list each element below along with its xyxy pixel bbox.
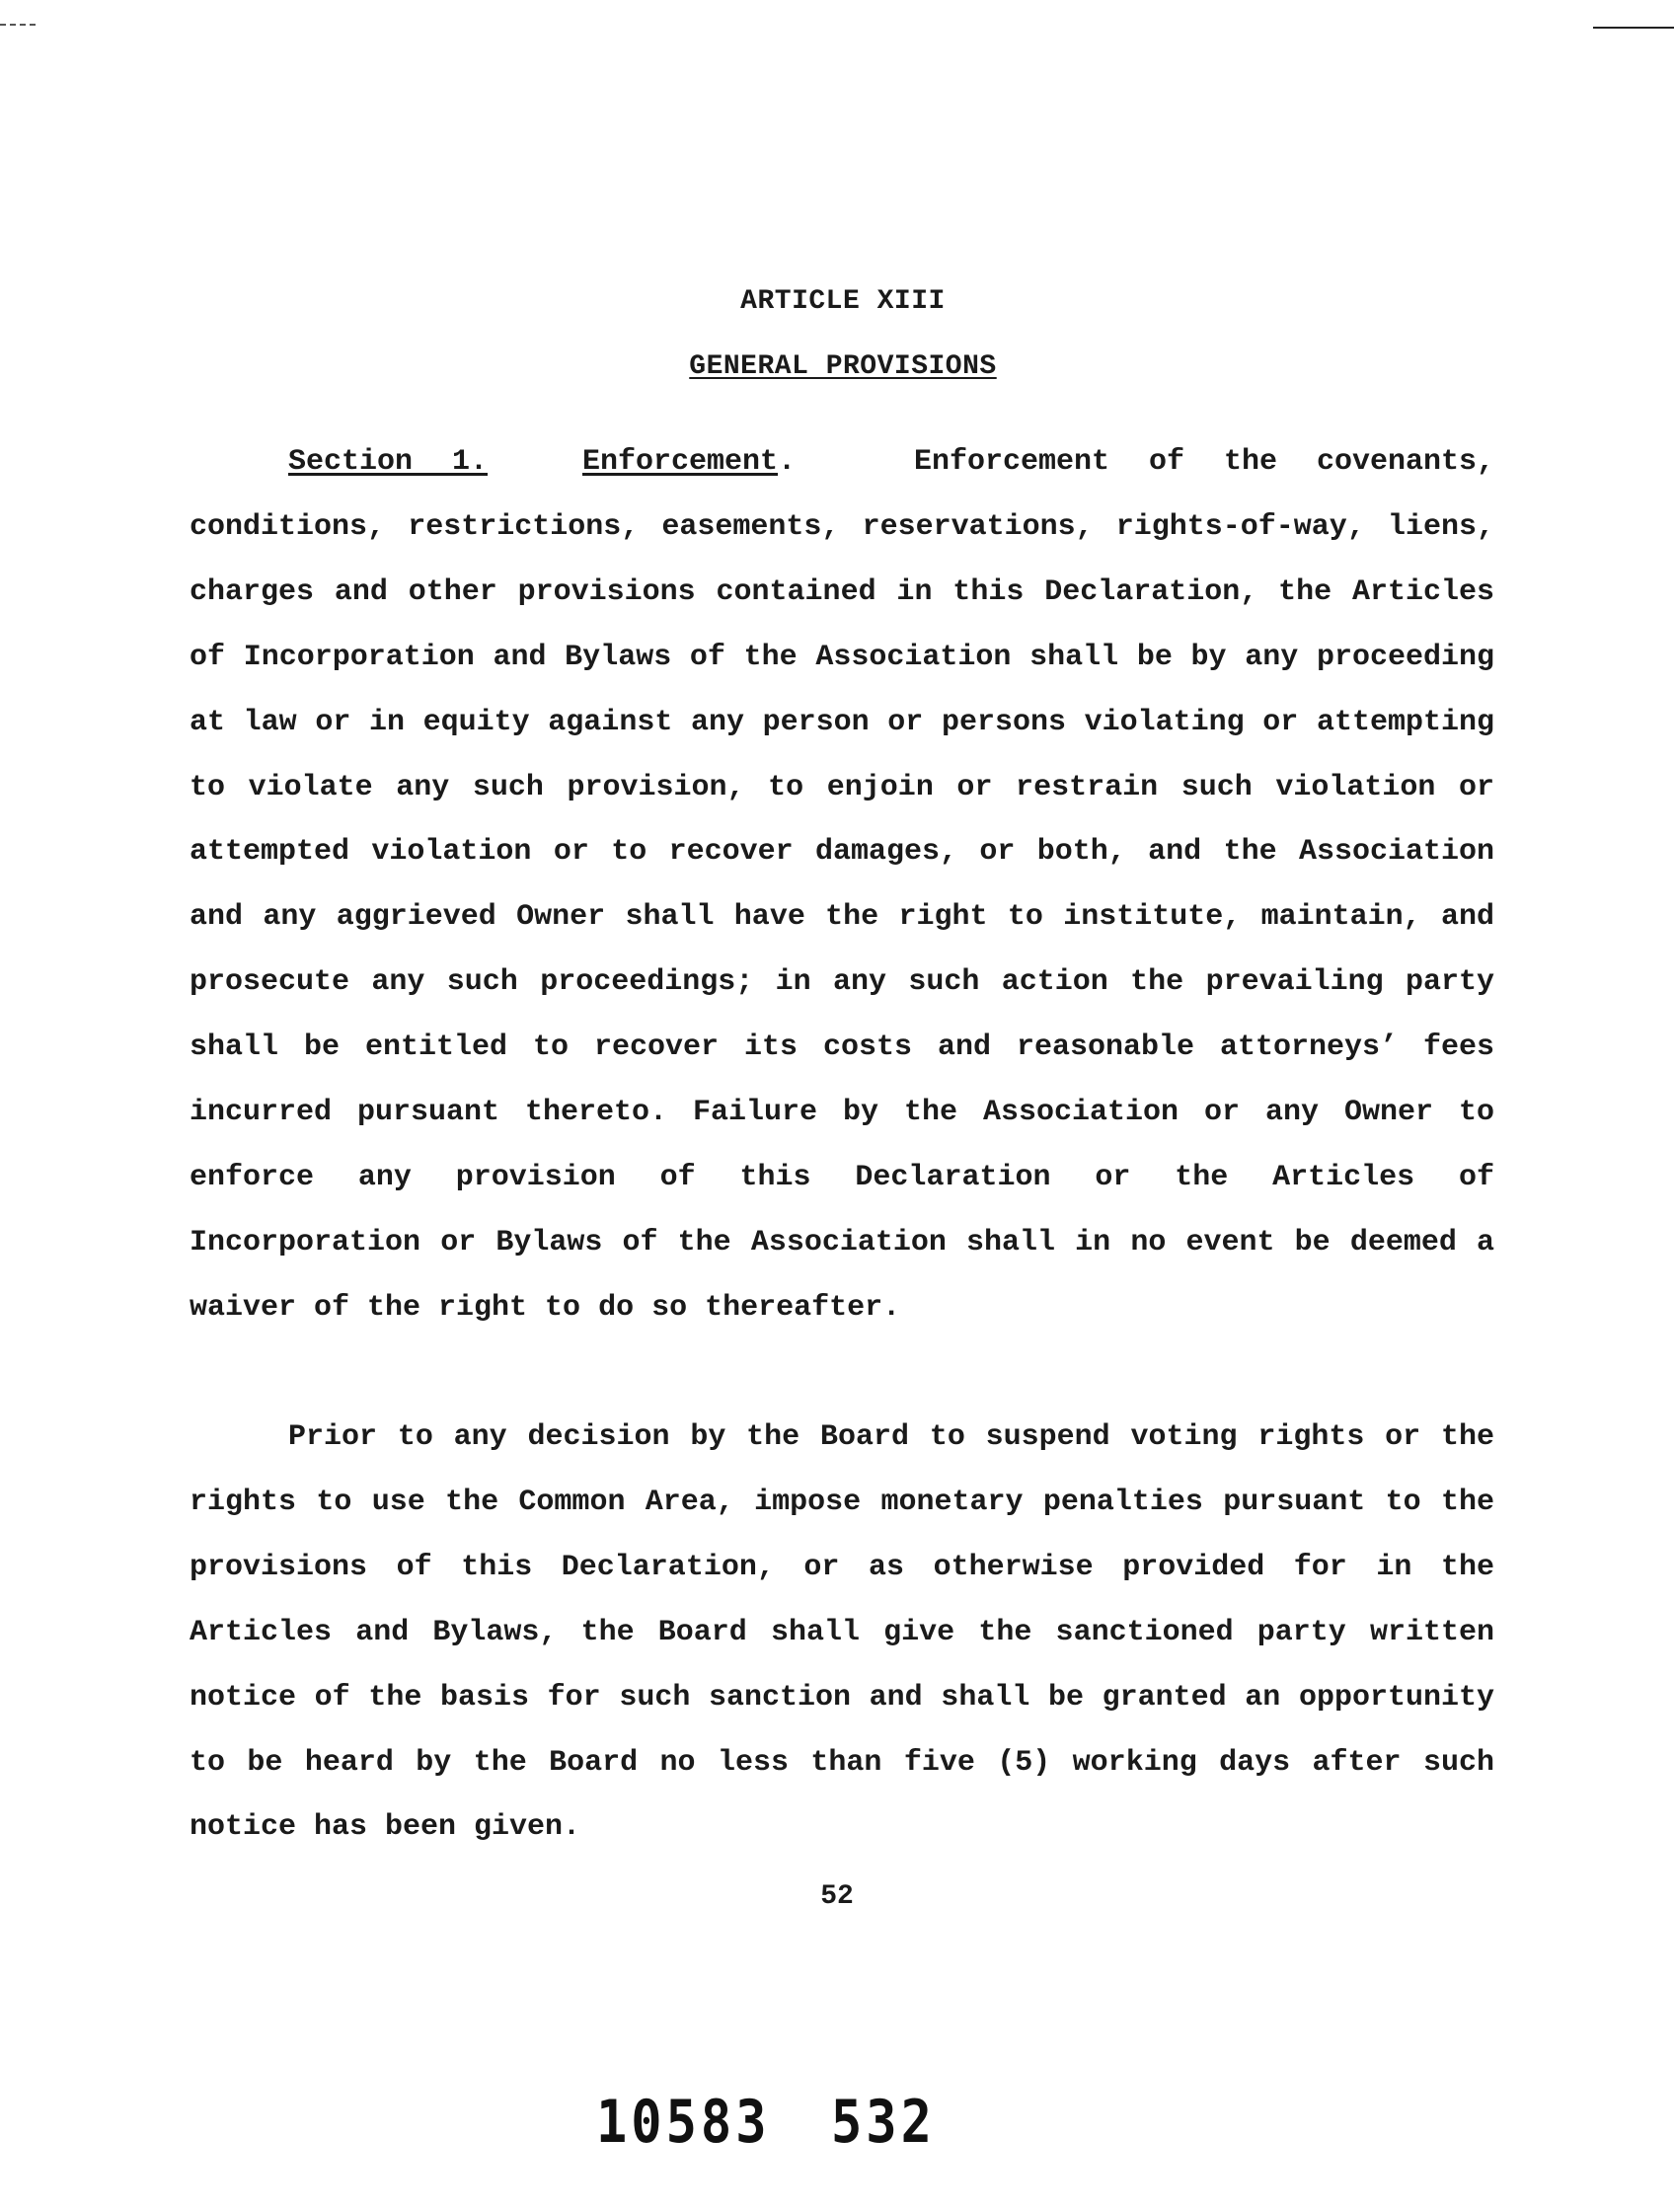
paragraph-notice (190, 1406, 1494, 1861)
recording-stamp-page: 532 (831, 2089, 936, 2157)
paragraph-enforcement (190, 430, 1494, 1341)
article-title: ARTICLE XIII (740, 286, 946, 317)
paragraph-1-text: Enforcement of the covenants, conditions, restrictions, easements, reservations, rights-of-way, liens, charges and other provisions contained in this Declaration, the Articles of Incorporation and Bylaws of the Association shall be by any proceeding at law or in equity against any person or persons violating or attempting to violate any such provision, to enjoin or restrain such violation or attempted violation or to recover damages, or both, and the Association and any aggrieved Owner shall have the right to institute, maintain, and prosecute any such proceedings; in any such action the prevailing party shall be entitled to recover its costs and reasonable attorneys’ fees incurred pursuant thereto. Failure by the Association or any Owner to enforce any provision of this Declaration or the Articles of Incorporation or Bylaws of the Association shall in no event be deemed a waiver of the right to do so thereafter. (190, 445, 1494, 1325)
section-heading: GENERAL PROVISIONS (689, 351, 997, 382)
scan-edge-mark-right (1593, 27, 1674, 29)
section-title: Enforcement (582, 445, 779, 479)
page-number: 52 (820, 1881, 854, 1912)
section-label: Section 1. (288, 445, 489, 479)
section-title-punctuation: . (778, 445, 797, 479)
paragraph-2-text: Prior to any decision by the Board to suspend voting rights or the rights to use the Common Area, impose monetary penalties pursuant to the provisions of this Declaration, or as otherwise provided for in the Articles and Bylaws, the Board shall give the sanctioned party written notice of the basis for such sanction and shall be granted an opportunity to be heard by the Board no less than five (5) working days after such notice has been given. (190, 1420, 1494, 1845)
scan-edge-mark-left (0, 24, 36, 26)
recording-stamp-book: 10583 (596, 2089, 771, 2157)
